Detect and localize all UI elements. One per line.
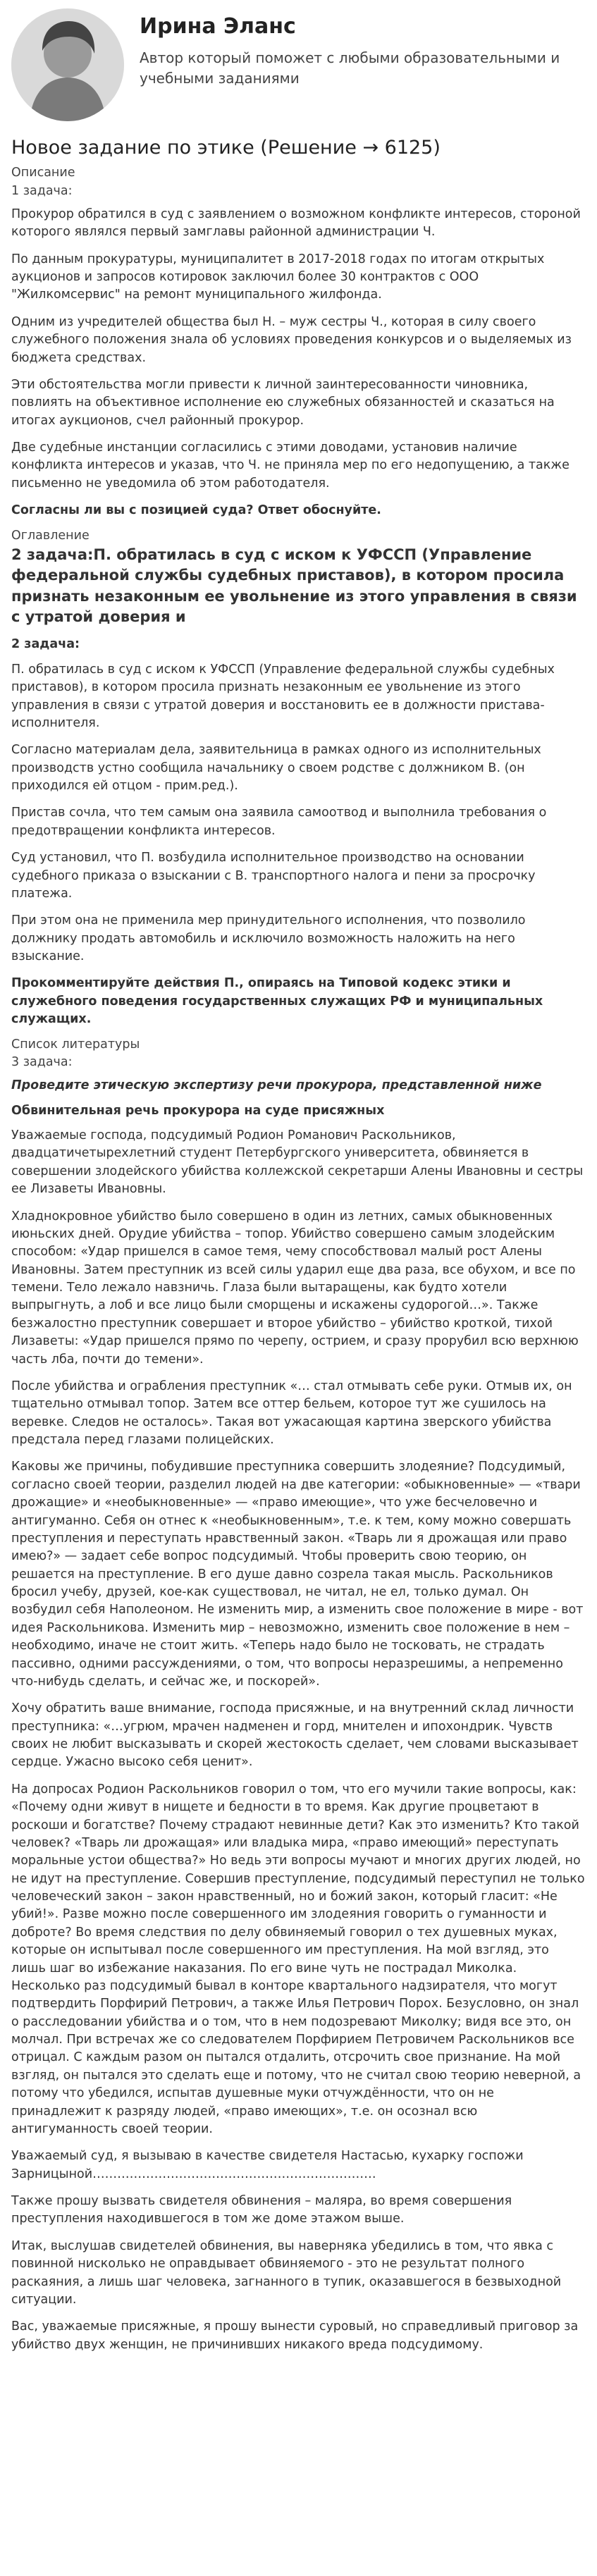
- task3-label: 3 задача:: [11, 1054, 73, 1069]
- author-card: [11, 8, 586, 121]
- task1-paragraph: Одним из учредителей общества был Н. – муж сестры Ч., которая в силу своего служебного положения знала об условиях проведения конкурсов и о выделяемых из бюджета средствах.: [11, 314, 572, 365]
- speech-paragraph: Каковы же причины, побудившие преступника совершить злодеяние? Подсудимый, согласно своей теории, разделил людей на две категории: «обыкновенные» — «твари дрожащие» и «необыкновенные» — «право имеющие», что уже бесчеловечно и антигуманно. Себя он отнес к «необыкновенным», т.е. к тем, кому можно совершать преступления и переступать нравственный закон. «Тварь ли я дрожащая или право имею?» — задает себе вопрос подсудимый. Чтобы проверить свою теорию, он решается на преступление. В его душе давно созрела такая мысль. Раскольников бросил учебу, друзей, кое-как существовал, не читал, не ел, только думал. Он возбудил себя Наполеоном. Не изменить мир, а изменить свое положение в мире - вот идея Раскольникова. Изменить мир – невозможно, изменить свое положение в нем – необходимо, иначе не стоит жить. «Теперь надо было не тосковать, не страдать пассивно, одними рассуждениями, о том, что вопросы неразрешимы, а непременно что-нибудь сделать, и сейчас же, и поскорей».: [11, 1460, 584, 1689]
- avatar-image: [11, 8, 124, 121]
- task3-instruction: Проведите этическую экспертизу речи прокурора, представленной ниже: [11, 1078, 542, 1093]
- task1-body: [11, 206, 586, 493]
- task2-heading: 2 задача:П. обратилась в суд с иском к УФССП (Управление федеральной службы судебных приставов), в котором просила признать незаконным ее увольнение из этого управления в связи с утратой доверия и: [11, 546, 577, 626]
- speech-paragraph: Хладнокровное убийство было совершено в один из летних, самых обыкновенных июньских дней. Орудие убийства – топор. Убийство совершено самым злодейским способом: «Удар пришелся в самое темя, чему способствовал малый рост Алены Ивановны. Затем преступник из всей силы ударил еще два раза, все обухом, и все по темени. Тело лежало навзничь. Глаза были вытаращены, как будто хотели выпрыгнуть, а лоб и все лицо были сморщены и искажены судорогой…». Также безжалостно преступник совершает и второе убийство – убийство кроткой, тихой Лизаветы: «Удар пришелся прямо по черепу, острием, и сразу прорубил всю верхнюю часть лба, почти до темени».: [11, 1209, 579, 1367]
- task1-paragraph: Две судебные инстанции согласились с этими доводами, установив наличие конфликта интересов и указав, что Ч. не приняла мер по его недопущению, а также письменно не уведомила об этом работодателя.: [11, 440, 570, 491]
- speech-paragraph: Также прошу вызвать свидетеля обвинения – маляра, во время совершения преступления находившегося в том же доме этажом выше.: [11, 2194, 512, 2226]
- author-avatar[interactable]: [11, 8, 124, 121]
- description-label: Описание: [11, 166, 75, 180]
- speech-paragraph: Уважаемый суд, я вызываю в качестве свидетеля Настасью, кухарку госпожи Зарницыной……………………………………………………………: [11, 2149, 524, 2181]
- task2-paragraph: П. обратилась в суд с иском к УФССП (Управление федеральной службы судебных приставов), в котором просила признать незаконным ее увольнение из этого управления в связи с утратой доверия и восстановить ее в должности пристава-исполнителя.: [11, 662, 555, 730]
- references-label: Список литературы: [11, 1037, 140, 1052]
- task1-paragraph: По данным прокуратуры, муниципалитет в 2017-2018 годах по итогам открытых аукционов и запросов котировок заключил более 30 контрактов с ООО "Жилкомсервис" на ремонт муниципального жилфонда.: [11, 252, 545, 302]
- task1-question: Согласны ли вы с позицией суда? Ответ обоснуйте.: [11, 503, 381, 518]
- speech-paragraph: После убийства и ограбления преступник «… стал отмывать себе руки. Отмыв их, он тщательно отмывал топор. Затем все оттер бельем, которое тут же сушилось на веревке. Следов не осталось». Такая вот ужасающая картина зверского убийства предстала перед глазами полицейских.: [11, 1379, 572, 1448]
- speech-title: Обвинительная речь прокурора на суде присяжных: [11, 1103, 385, 1118]
- author-info: [140, 8, 586, 89]
- toc-label: Оглавление: [11, 528, 90, 543]
- task2-paragraph: Суд установил, что П. возбудила исполнительное производство на основании судебного приказа о взыскании с В. транспортного налога и пени за просрочку платежа.: [11, 851, 536, 901]
- task2-paragraph: Согласно материалам дела, заявительница в рамках одного из исполнительных производств устно сообщила начальнику о своем родстве с должником В. (он приходился ей отцом - прим.ред.).: [11, 743, 541, 794]
- speech-paragraph: Уважаемые господа, подсудимый Родион Романович Раскольников, двадцатичетырехлетний студент Петербургского университета, обвиняется в совершении злодейского убийства коллежской секретарши Алены Ивановны и сестры ее Лизаветы Ивановны.: [11, 1128, 584, 1197]
- task1-label: 1 задача:: [11, 183, 73, 198]
- task2-paragraph: При этом она не применила мер принудительного исполнения, что позволило должнику продать автомобиль и исключило возможность наложить на него взыскание.: [11, 913, 526, 964]
- task2-paragraph: Пристав сочла, что тем самым она заявила самоотвод и выполнила требования о предотвращении конфликта интересов.: [11, 806, 547, 838]
- task2-label: 2 задача:: [11, 637, 80, 652]
- task2-question: Прокомментируйте действия П., опираясь на Типовой кодекс этики и служебного поведения государственных служащих РФ и муниципальных служащих.: [11, 976, 543, 1027]
- task1-paragraph: Прокурор обратился в суд с заявлением о возможном конфликте интересов, стороной которого являлся первый замглавы районной администрации Ч.: [11, 207, 581, 240]
- speech-paragraph: Итак, выслушав свидетелей обвинения, вы наверняка убедились в том, что явка с повинной нисколько не оправдывает обвиняемого - это не результат полного раскаяния, а лишь шаг человека, загнанного в тупик, оказавшегося в безвыходной ситуации.: [11, 2238, 562, 2307]
- speech-paragraph: На допросах Родион Раскольников говорил о том, что его мучили такие вопросы, как: «Почему одни живут в нищете и бедности в то время. Как другие процветают в роскоши и богатстве? Почему страдают невинные дети? Как это изменить? Кто такой человек? «Тварь ли дрожащая» или владыка мира, «право имеющий» переступать моральные устои общества?» Но ведь эти вопросы мучают и многих других людей, но не идут на преступление. Совершив преступление, подсудимый переступил не только человеческий закон – закон нравственный, но и божий закон, который гласит: «Не убий!». Разве можно после совершенного им злодеяния говорить о гуманности и доброте? Во время следствия по делу обвиняемый говорил о тех душевных муках, которые он испытывал после совершенного им преступления. На мой взгляд, это лишь шаг во избежание наказания. По его вине чуть не пострадал Миколка. Несколько раз подсудимый бывал в конторе квартального надзирателя, что могут подтвердить Порфирий Петрович, а также Илья Петрович Порох. Безусловно, он знал о расследовании убийства и о том, что в нем подозревают Миколку; видя все это, он молчал. При встречах же со следователем Порфирием Петровичем Раскольников все отрицал. С каждым разом он пытался отдалить, отсрочить свое признание. На мой взгляд, он пытался это сделать еще и потому, что не считал свою теорию неверной, а потому что убедился, испытав душевные муки отчуждённости, что он не принадлежит к разряду людей, «право имеющих», т.е. он осознал всю антигуманность своей теории.: [11, 1782, 585, 2136]
- author-name[interactable]: Ирина Эланс: [140, 14, 296, 39]
- speech-body: [11, 1127, 586, 2354]
- task2-body: [11, 661, 586, 966]
- author-description: Автор который поможет с любыми образовательными и учебными заданиями: [140, 49, 560, 87]
- speech-paragraph: Хочу обратить ваше внимание, господа присяжные, и на внутренний склад личности преступника: «…угрюм, мрачен надменен и горд, мнителен и ипохондрик. Чувств своих не любит высказывать и скорей жестокость сделает, чем словами высказывает сердце. Ужасно высоко себя ценит».: [11, 1701, 579, 1770]
- speech-paragraph: Вас, уважаемые присяжные, я прошу вынести суровый, но справедливый приговор за убийство двух женщин, не причинивших никакого вреда подсудимому.: [11, 2319, 579, 2352]
- task1-paragraph: Эти обстоятельства могли привести к личной заинтересованности чиновника, повлиять на объективное исполнение ею служебных обязанностей и сказаться на итогах аукционов, счел районный прокурор.: [11, 377, 555, 428]
- task-title: Новое задание по этике (Решение → 6125): [11, 137, 441, 159]
